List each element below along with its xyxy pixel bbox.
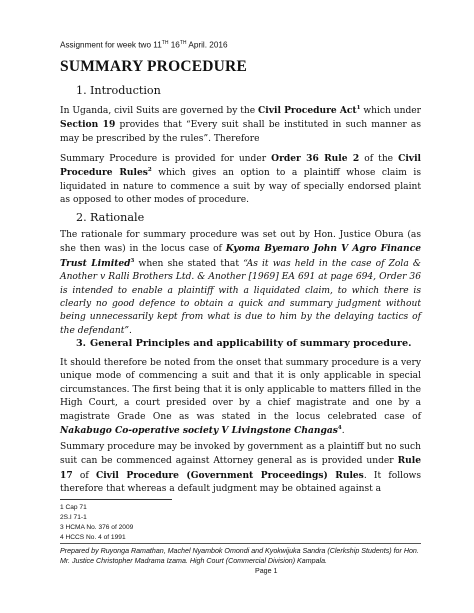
section-heading-rationale xyxy=(76,211,144,224)
text: provides that “Every suit shall be instituted in such manner as may be prescribed by the rules”. Therefore xyxy=(60,120,421,144)
paragraph-rationale xyxy=(60,229,421,338)
section-number: 1. xyxy=(76,84,87,97)
text: Summary procedure may be invoked by government as a plaintiff but no such suit can be commenced against Attorney general as is provided under xyxy=(60,442,421,467)
paragraph-general-principles xyxy=(60,357,421,438)
rules-name: Civil Procedure (Government Proceedings) Rules xyxy=(95,469,364,481)
statute-name: Civil Procedure Act xyxy=(258,105,357,116)
paragraph-summary-procedure xyxy=(60,152,421,208)
case-name: Nakabugo Co-operative society V Livingstone Changas xyxy=(60,425,338,437)
text: of xyxy=(72,470,96,481)
header-text-2: 16 xyxy=(168,40,180,50)
page-title: SUMMARY PROCEDURE xyxy=(60,58,247,75)
quotation: “As it was held in the case of Zola & Another v Ralli Brothers Ltd. & Another [1969] EA 691 at page 694, Order 36 is intended to enable a plaintiff with a liquidated claim, to which there is clearly no good defence to obtain a quick and summary judgment without being unnecessarily kept from what is due to him by the delaying tactics of the defendant”. xyxy=(60,258,421,336)
case-name: Kyoma Byemaro John V Agro Finance Trust Limited xyxy=(60,243,421,269)
text: . xyxy=(341,426,345,437)
order-ref: Order 36 Rule 2 xyxy=(271,153,360,164)
footer-separator xyxy=(60,543,421,544)
footnote-2: 2S.I 71-1 xyxy=(60,514,87,521)
assignment-header xyxy=(60,40,228,50)
header-text-1: Assignment for week two 11 xyxy=(60,40,162,50)
footnote-ref: 2 xyxy=(147,167,152,174)
text: which gives an option to a plaintiff whose claim is liquidated in nature to commence a suit by way of specially endorsed plaint as opposed to other modes of procedure. xyxy=(60,168,421,206)
footnote-ref: 1 xyxy=(356,104,361,111)
header-sup-2: TH xyxy=(179,40,187,46)
header-text-3: April. 2016 xyxy=(186,40,228,50)
page-footer xyxy=(60,546,422,576)
footnote-separator xyxy=(60,499,172,500)
section-heading-introduction xyxy=(76,84,161,97)
footnote-ref: 3 xyxy=(130,257,135,264)
text: In Uganda, civil Suits are governed by the xyxy=(60,106,259,116)
section-heading-general-principles xyxy=(76,338,411,349)
page-number: Page 1 xyxy=(255,567,278,576)
text: It should therefore be noted from the onset that summary procedure is a very unique mode of commencing a suit and that it is only applicable in special circumstances. The first being that it is only applicable to matters filled in the High Court, a court presided over by a chief magistrate and one by a magistrate Grade One as was stated in the locus celebrated case of xyxy=(60,358,421,422)
section-number: 3. xyxy=(76,338,87,349)
footnote-1: 1 Cap 71 xyxy=(60,504,87,511)
footnote-3: 3 HCMA No. 376 of 2009 xyxy=(60,524,134,531)
text: of the xyxy=(359,154,399,164)
footnote-4: 4 HCCS No. 4 of 1991 xyxy=(60,534,126,541)
text: which under xyxy=(360,106,422,116)
section-number: 2. xyxy=(76,211,87,224)
section-ref: Section 19 xyxy=(60,119,116,131)
footer-text: Prepared by Ruyonga Ramathan, Machel Nyambok Omondi and Kyokwijuka Sandra (Clerkship Students) for Hon. Mr. Justice Christopher Madrama Izama. High Court (Commercial Division) Kampala. xyxy=(60,547,419,566)
header-sup-1: TH xyxy=(161,40,169,46)
text: . It follows therefore that whereas a default judgment may be obtained against a xyxy=(60,470,421,495)
section-title: General Principles and applicability of summary procedure. xyxy=(90,338,412,349)
rule-ref: Rule 17 xyxy=(60,455,421,481)
paragraph-introduction xyxy=(60,104,421,146)
section-title: Rationale xyxy=(90,211,145,224)
rules-name: Civil Procedure Rules xyxy=(60,153,421,179)
text: when she stated that xyxy=(134,258,244,269)
footnote-ref: 4 xyxy=(337,425,342,431)
text: Summary Procedure is provided for under xyxy=(60,154,272,164)
section-title: Introduction xyxy=(90,84,161,97)
text: The rationale for summary procedure was set out by Hon. Justice Obura (as she then was) in the locus case of xyxy=(60,230,421,255)
paragraph-government xyxy=(60,441,421,497)
